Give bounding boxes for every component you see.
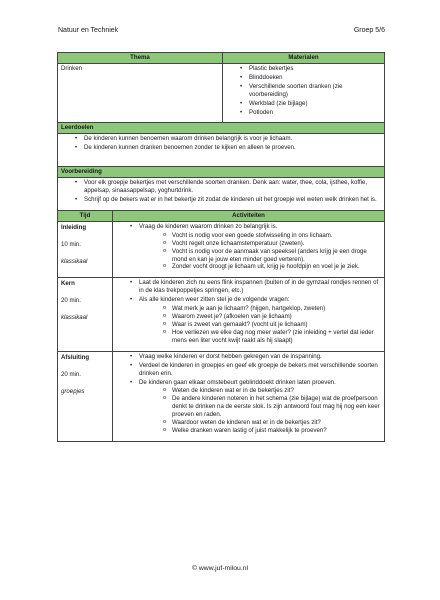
activity-subitem: o De andere kinderen noteren in het schema (zie bijlage) wat de proefpersoon denkt te drinken na de eerste slok. Is zijn antwoord fout mag hij nog een keer proeven en raden.	[163, 395, 381, 419]
phase-activities-cell	[113, 351, 385, 441]
activity-text: Verdeel de kinderen in groepjes en geef elk groepje de bekers met verschillende soorten drinken erin.	[139, 361, 378, 377]
activity-item	[130, 353, 381, 361]
voorbereiding-cell	[58, 178, 385, 211]
phase-row-afsluiting	[58, 351, 385, 441]
phase-row-inleiding	[58, 221, 385, 278]
activity-text: Vraag welke kinderen er dorst hebben gekregen van de inspanning.	[139, 352, 322, 360]
activity-item	[130, 279, 381, 295]
activity-text: Als alle kinderen weer zitten stel je de volgende vragen:	[139, 296, 290, 304]
activity-item	[130, 223, 381, 272]
activity-subitem: o Waardoor weten de kinderen wat er in de bekertjes zit?	[163, 419, 381, 427]
activity-text: Laat de kinderen zich nu eens flink inspannen (buiten of in de gymzaal rondjes rennen of in de klas trekpoppetjes springen, etc.)	[139, 279, 379, 295]
header-group: Groep 5/6	[353, 27, 385, 34]
phase-name: Afsluiting	[61, 353, 90, 361]
activity-subitem: o Vocht regelt onze lichaamstemperatuur (zweten).	[163, 240, 381, 248]
activity-sublist	[163, 232, 381, 272]
leerdoelen-cell	[58, 134, 385, 167]
materialen-item: • Potloden	[240, 109, 381, 117]
activity-text: De kinderen gaan elkaar omstebeurt geblinddoekt drinken laten proeven.	[139, 378, 336, 386]
materialen-heading: Materialen	[223, 53, 385, 64]
leerdoelen-row	[58, 134, 385, 167]
phase-form: klassikaal	[61, 257, 88, 265]
thema-heading: Thema	[58, 53, 223, 64]
activity-subitem: o Vocht is nodig voor een goede stofwisseling in ons lichaam.	[163, 232, 381, 240]
phase-form: groepjes	[61, 387, 85, 395]
header-subject: Natuur en Techniek	[58, 27, 119, 34]
leerdoel-item: • De kinderen kunnen benoemen waarom drinken belangrijk is voor je lichaam.	[75, 135, 381, 143]
phase-row-kern	[58, 278, 385, 351]
activity-list	[130, 353, 381, 435]
activity-sublist	[163, 387, 381, 435]
phase-form: klassikaal	[61, 314, 88, 322]
voorbereiding-header-row	[58, 167, 385, 178]
activity-subitem: o Wat merk je aan je lichaam? (hijgen, hartgeklop, zweten)	[163, 305, 381, 313]
materialen-item: • Plastic bekertjes	[240, 65, 381, 73]
activity-list	[130, 279, 381, 344]
phase-duration: 10 min.	[61, 240, 81, 248]
activity-item	[130, 379, 381, 435]
leerdoelen-heading: Leerdoelen	[58, 123, 385, 134]
phases-body	[58, 221, 385, 441]
activity-subitem: o Waarom zweet je? (afkoelen van je lichaam)	[163, 313, 381, 321]
activity-subitem: o Welke dranken waren lastig of juist makkelijk te proeven?	[163, 427, 381, 435]
columns-header-row	[58, 210, 385, 221]
phase-duration: 20 min.	[61, 370, 81, 378]
thema-header-row	[58, 53, 385, 64]
activity-subitem: o Vocht is nodig voor de aanmaak van speeksel (anders krijg je een droge mond en kan je jouw eten minder goed verteren).	[163, 248, 381, 264]
phase-name: Kern	[61, 280, 75, 288]
materialen-cell	[223, 63, 385, 123]
lesson-plan-table	[57, 52, 385, 442]
activity-list	[130, 223, 381, 272]
leerdoel-item: • De kinderen kunnen dranken benoemen zonder te kijken en alleen te proeven.	[75, 144, 381, 152]
phase-time-cell	[58, 221, 113, 278]
tijd-heading: Tijd	[58, 210, 113, 221]
activity-text: Vraag de kinderen waarom drinken zo belangrijk is.	[139, 222, 278, 230]
leerdoelen-header-row	[58, 123, 385, 134]
leerdoelen-list	[75, 135, 381, 152]
activity-subitem: o Zonder vocht droogt je lichaam uit, krijg je hoofdpijn en voel je je ziek.	[163, 263, 381, 271]
footer-copyright: © www.juf-milou.nl	[192, 565, 248, 572]
phase-time-cell	[58, 278, 113, 351]
phase-activities-cell	[113, 221, 385, 278]
phase-time-cell	[58, 351, 113, 441]
materialen-item: • Werkblad (zie bijlage)	[240, 100, 381, 108]
phase-name: Inleiding	[61, 223, 87, 231]
materialen-item: • Blinddoeken	[240, 74, 381, 82]
voorbereiding-item: • Voor elk groepje bekertjes met verschillende soorten dranken. Denk aan: water, thee, cola, ijsthee, koffie, appelsap, sinaasappelsap, yoghurtdrink.	[75, 179, 381, 195]
voorbereiding-item: • Schrijf op de bekers wat er in het bekertje zit zodat de kinderen uit het groepje wel weten welk drinken het is.	[75, 196, 381, 204]
materialen-list	[240, 65, 381, 117]
voorbereiding-list	[75, 179, 381, 204]
voorbereiding-heading: Voorbereiding	[58, 167, 385, 178]
phase-duration: 20 min.	[61, 297, 81, 305]
thema-value: Drinken	[58, 63, 223, 123]
thema-row	[58, 63, 385, 123]
activity-subitem: o Waar is zweet van gemaakt? (vocht uit je lichaam)	[163, 321, 381, 329]
voorbereiding-row	[58, 178, 385, 211]
activiteiten-heading: Activiteiten	[113, 210, 385, 221]
phase-activities-cell	[113, 278, 385, 351]
materialen-item: • Verschillende soorten dranken (zie voorbereiding)	[240, 83, 381, 99]
activity-subitem: o Hoe verliezen we elke dag nog meer water? (zie inleiding + vertel dat ieder mens een liter vocht kwijt raakt als hij slaapt)	[163, 329, 381, 345]
activity-item	[130, 362, 381, 378]
activity-subitem: o Weten de kinderen wat er in de bekertjes zit?	[163, 387, 381, 395]
activity-item	[130, 296, 381, 345]
activity-sublist	[163, 305, 381, 345]
